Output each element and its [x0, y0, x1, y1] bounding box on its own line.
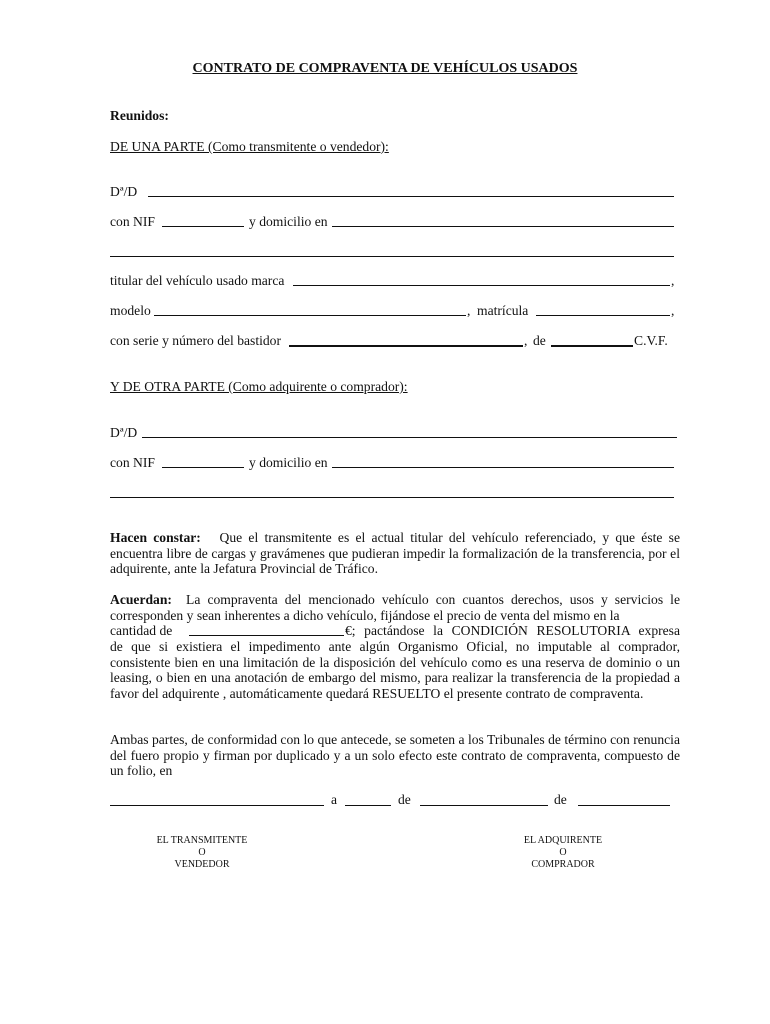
seller-bastidor-field[interactable]: [289, 345, 523, 347]
acuerdan-paragraph-1: [110, 592, 680, 623]
seller-cvf-label: C.V.F.: [634, 333, 668, 348]
buyer-domicilio-label: y domicilio en: [249, 455, 328, 470]
seller-bastidor-comma: ,: [524, 333, 528, 348]
seller-modelo-label: modelo: [110, 303, 151, 318]
seller-name-label: Dª/D: [110, 184, 138, 199]
hacen-constar-text: Que el transmitente es el actual titular del vehículo referenciado, y que éste se encuentra libre de cargas y gravámenes que pudieran impedir la formalización de la transferencia, por el adquirente, ante la Jefatura Provincial de Tráfico.: [110, 530, 680, 577]
day-field[interactable]: [345, 805, 391, 806]
seller-domicilio-field-2[interactable]: [110, 256, 674, 257]
buyer-domicilio-field[interactable]: [332, 467, 674, 468]
seller-nif-label: con NIF: [110, 214, 155, 229]
acuerdan-text-2: €; pactándose la CONDICIÓN RESOLUTORIA expresa: [345, 623, 680, 638]
seller-bastidor-label: con serie y número del bastidor: [110, 333, 282, 348]
seller-marca-comma: ,: [671, 273, 675, 288]
buyer-heading: Y DE OTRA PARTE (Como adquirente o comprador):: [110, 379, 408, 394]
seller-name-field[interactable]: [148, 196, 674, 197]
acuerdan-label: Acuerdan:: [110, 592, 172, 607]
ambas-partes-paragraph: Ambas partes, de conformidad con lo que antecede, se someten a los Tribunales de término con renuncia del fuero propio y firman por duplicado y a un solo efecto este contrato de compraventa, compuesto de un folio, en: [110, 732, 680, 779]
buyer-nif-label: con NIF: [110, 455, 155, 470]
buyer-signature-line-2: O: [559, 847, 567, 858]
buyer-signature-line-3: COMPRADOR: [531, 859, 595, 870]
reunidos-heading: Reunidos:: [110, 108, 169, 123]
hacen-constar-label: Hacen constar:: [110, 530, 201, 545]
seller-matricula-field[interactable]: [536, 315, 670, 316]
date-de-label-1: de: [398, 792, 411, 807]
acuerdan-cantidad-label: cantidad de: [110, 623, 173, 638]
hacen-constar-paragraph: [110, 530, 680, 577]
buyer-nif-field[interactable]: [162, 467, 244, 468]
seller-signature-line-1: EL TRANSMITENTE: [156, 835, 248, 846]
seller-cvf-field[interactable]: [551, 345, 633, 347]
buyer-domicilio-field-2[interactable]: [110, 497, 674, 498]
seller-domicilio-field[interactable]: [332, 226, 674, 227]
month-field[interactable]: [420, 805, 548, 806]
buyer-name-label: Dª/D: [110, 425, 138, 440]
year-field[interactable]: [578, 805, 670, 806]
seller-de-label: de: [533, 333, 546, 348]
seller-domicilio-label: y domicilio en: [249, 214, 328, 229]
price-field[interactable]: [189, 635, 344, 636]
seller-signature-line-2: O: [198, 847, 206, 858]
document-title: CONTRATO DE COMPRAVENTA DE VEHÍCULOS USADOS: [192, 61, 578, 76]
acuerdan-text-3: de que si existiera el impedimento ante algún Organismo Oficial, no imputable al comprador, consistente bien en una limitación de la disposición del vehículo como es una reserva de dominio o un leasing, o bien en una anotación de embargo del mismo, para realizar la transferencia de la propiedad a favor del adquirente , automáticamente quedará RESUELTO el presente contrato de compraventa.: [110, 639, 680, 701]
seller-signature-block: [122, 835, 282, 871]
buyer-signature-block: [483, 835, 643, 871]
buyer-signature-line-1: EL ADQUIRENTE: [523, 835, 603, 846]
seller-marca-field[interactable]: [293, 285, 670, 286]
seller-signature-line-3: VENDEDOR: [174, 859, 230, 870]
buyer-name-field[interactable]: [142, 437, 677, 438]
date-a-label: a: [331, 792, 338, 807]
seller-modelo-field[interactable]: [154, 315, 466, 316]
seller-marca-label: titular del vehículo usado marca: [110, 273, 285, 288]
seller-nif-field[interactable]: [162, 226, 244, 227]
seller-matricula-label: matrícula: [477, 303, 529, 318]
acuerdan-text-1: La compraventa del mencionado vehículo con cuantos derechos, usos y servicios le corresponden y sean inherentes a dicho vehículo, fijándose el precio de venta del mismo en la: [110, 592, 680, 623]
place-field[interactable]: [110, 805, 324, 806]
seller-heading: DE UNA PARTE (Como transmitente o vendedor):: [110, 139, 389, 154]
seller-modelo-comma: ,: [467, 303, 471, 318]
date-de-label-2: de: [554, 792, 567, 807]
seller-matricula-comma: ,: [671, 303, 675, 318]
